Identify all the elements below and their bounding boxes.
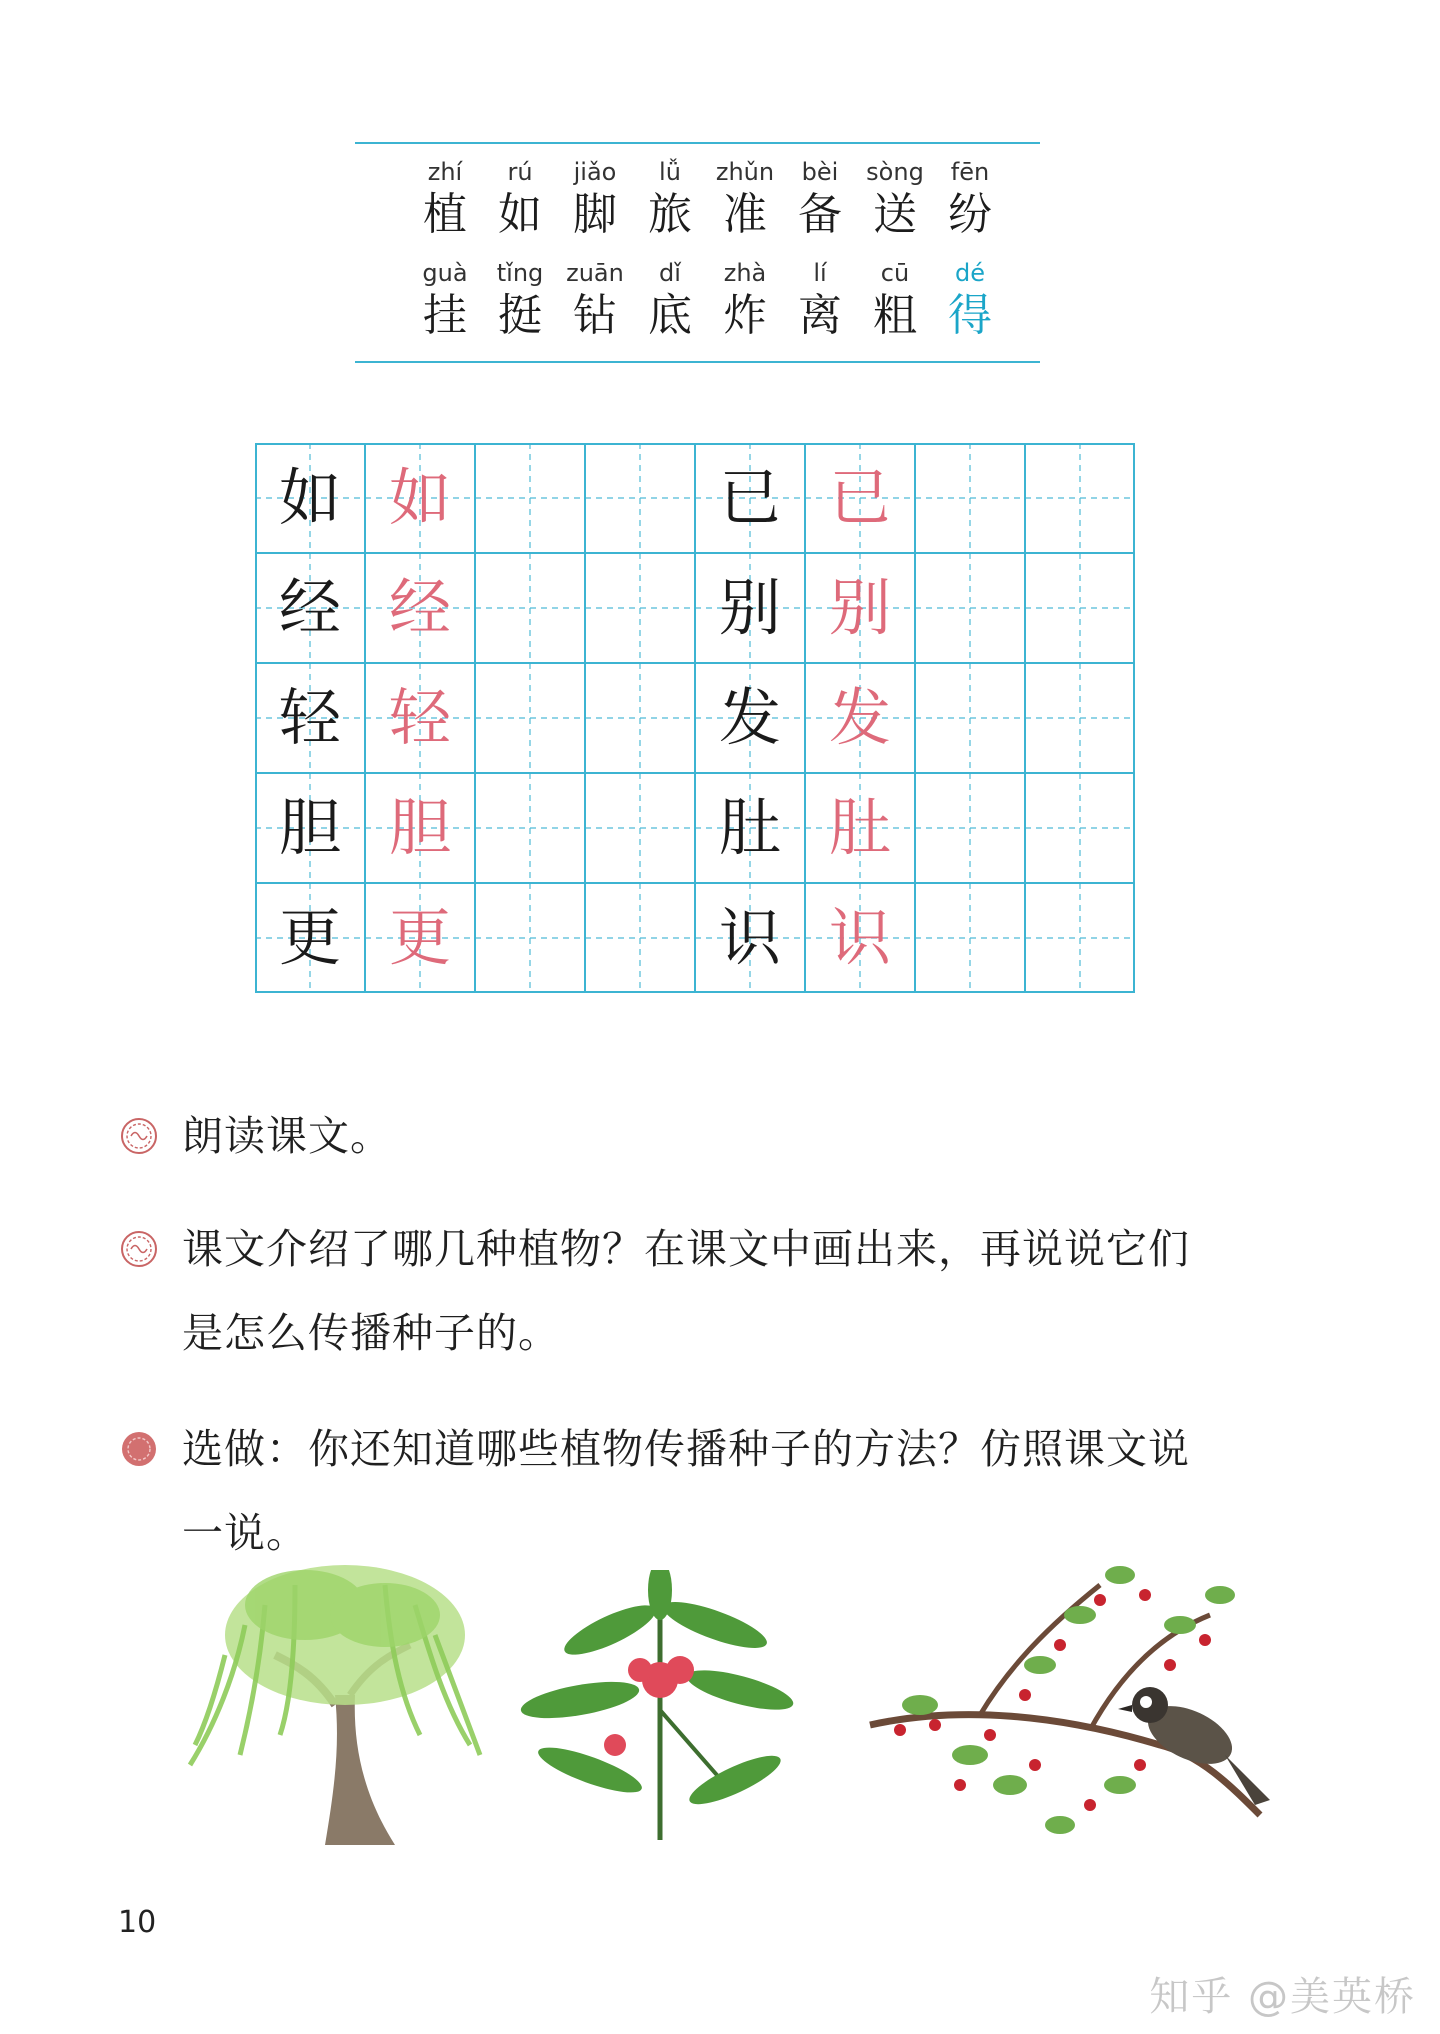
- vocab-bottom-rule: [355, 361, 1040, 363]
- vocab-item: [630, 157, 710, 243]
- vocab-item: [705, 258, 785, 344]
- pinyin: sòng: [866, 158, 924, 186]
- hanzi: 如: [498, 189, 542, 240]
- grid-char: 发: [718, 681, 781, 754]
- exercise-3-line-1: 选做：你还知道哪些植物传播种子的方法？仿照课文说: [182, 1425, 1190, 1473]
- hanzi: 旅: [648, 189, 692, 240]
- vocab-item-highlighted: [930, 258, 1010, 344]
- hanzi: 备: [798, 189, 842, 240]
- page-number: 10: [118, 1905, 157, 1940]
- willow-tree-illustration: [185, 1545, 485, 1850]
- exercise-seal-icon: [120, 1117, 158, 1155]
- exercise-2-line-1: 课文介绍了哪几种植物？在课文中画出来，再说说它们: [182, 1225, 1190, 1273]
- exercise-seal-icon: [120, 1230, 158, 1268]
- hanzi: 纷: [948, 189, 992, 240]
- vocab-item: [930, 157, 1010, 243]
- grid-char-trace: 轻: [388, 681, 451, 754]
- grid-char: 肚: [718, 791, 781, 864]
- vocab-row-2: [405, 258, 1005, 358]
- grid-char-trace: 已: [828, 461, 891, 534]
- exercise-3-line-2: 一说。: [182, 1509, 308, 1557]
- grid-char: 识: [718, 901, 781, 974]
- vocab-item: [780, 157, 860, 243]
- hanzi: 离: [798, 290, 842, 341]
- vocab-item: [705, 157, 785, 243]
- hanzi: 植: [423, 189, 467, 240]
- grid-char: 轻: [278, 681, 341, 754]
- hanzi: 挺: [498, 290, 542, 341]
- hanzi: 准: [723, 189, 767, 240]
- pinyin: dǐ: [659, 259, 681, 287]
- grid-char-trace: 发: [828, 681, 891, 754]
- vocab-item: [405, 157, 485, 243]
- writing-grid: [255, 443, 1135, 993]
- grid-char: 别: [718, 571, 781, 644]
- vocab-top-rule: [355, 142, 1040, 144]
- exercise-2-line-2: 是怎么传播种子的。: [182, 1309, 560, 1357]
- pinyin: jiǎo: [573, 158, 617, 186]
- hanzi: 底: [648, 290, 692, 341]
- pinyin: zuān: [566, 259, 624, 287]
- grid-char-trace: 如: [388, 461, 451, 534]
- vocab-item: [555, 258, 635, 344]
- hanzi: 脚: [573, 189, 617, 240]
- hanzi: 炸: [723, 290, 767, 341]
- hanzi: 得: [948, 290, 992, 341]
- pinyin: cū: [880, 259, 910, 287]
- pinyin: bèi: [801, 158, 839, 186]
- grid-char-trace: 识: [828, 901, 891, 974]
- pinyin: guà: [422, 259, 468, 287]
- hanzi: 钻: [573, 290, 617, 341]
- grid-char: 胆: [278, 791, 341, 864]
- grid-char: 经: [278, 571, 341, 644]
- vocab-item: [780, 258, 860, 344]
- pinyin: zhà: [723, 259, 767, 287]
- pinyin: rú: [507, 158, 533, 186]
- optional-seal-icon: [120, 1430, 158, 1468]
- vocab-item: [480, 258, 560, 344]
- exercise-1-text: 朗读课文。: [182, 1112, 392, 1160]
- grid-char: 已: [718, 461, 781, 534]
- grid-char-trace: 别: [828, 571, 891, 644]
- hanzi: 送: [873, 189, 917, 240]
- hanzi: 粗: [873, 290, 917, 341]
- vocab-item: [855, 258, 935, 344]
- grid-char: 如: [278, 461, 341, 534]
- vocab-item: [405, 258, 485, 344]
- tree-with-bird-illustration: [860, 1555, 1280, 1855]
- pinyin: tǐng: [496, 259, 544, 287]
- watermark: 知乎 @美英桥: [1149, 1974, 1416, 2020]
- pinyin: zhǔn: [715, 158, 775, 186]
- vocab-item: [480, 157, 560, 243]
- grid-char-trace: 经: [388, 571, 451, 644]
- grid-char: 更: [278, 901, 341, 974]
- pinyin: zhí: [427, 158, 463, 186]
- pinyin: fēn: [950, 158, 990, 186]
- balsam-plant-illustration: [520, 1570, 800, 1850]
- hanzi: 挂: [423, 290, 467, 341]
- pinyin: dé: [955, 259, 985, 287]
- vocab-row-1: [405, 157, 1005, 257]
- grid-char-trace: 更: [388, 901, 451, 974]
- vocab-item: [855, 157, 935, 243]
- pinyin: lí: [813, 259, 827, 287]
- vocab-item: [630, 258, 710, 344]
- vocab-item: [555, 157, 635, 243]
- pinyin: lǚ: [659, 158, 681, 186]
- grid-char-trace: 胆: [388, 791, 451, 864]
- grid-char-trace: 肚: [828, 791, 891, 864]
